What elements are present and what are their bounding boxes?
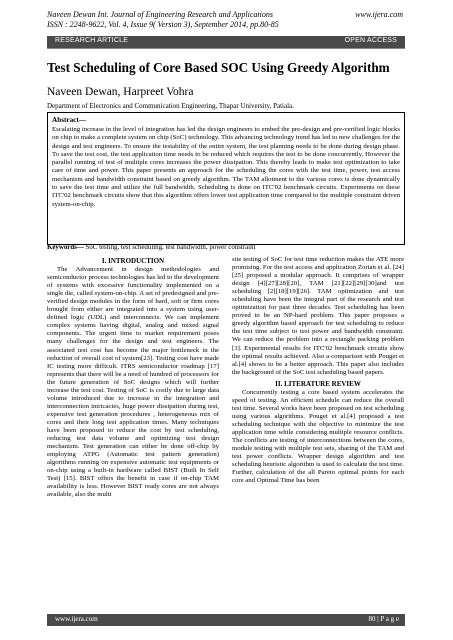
introduction-paragraph: The Advancement in design methodologies and semiconductor process technologies has led to the development of systems with excessive functionality implemented on a single die, called system-on-chip. A set of predesigned and pre-verified design modules in the form of hard, soft or firm cores brought from either are integrated into a system using user-defined logic (UDL) and interconnects. We can implement complex systems having digital, analog and mixed signal components. The urgent time to market requirement poses many challenges for the design and test engineers. The associated test cost has become the major bottleneck in the reduction of overall cost of system[23]. Testing cost have made IC testing more difficult. ITRS semiconductor roadmap [17] represents that there will be a need of hundred of processors for the future generation of SoC designs which will further increase the test cost. Testing of SoC is costly due to large data volume introduced due to increase in the integration and interconnection intricacies, huge power dissipation during test, expensive test generation procedures , heterogeneous mix of cores and their long test application times. Many techniques have been proposed to reduce the cost by test scheduling, reducing test data volume and optimizing test design mechanism. Test generation can either be done off-chip by employing ATPG (Automatic test pattern generation) algorithms running on expensive automatic test equipments or on-chip using a built-in hardware called BIST (Built In Self Test) [15]. BIST offers the benefit in case if on-chip TAM availability is less. However BIST ready cores are not always available, also the multi — [47, 266, 219, 499]
journal-header: Naveen Dewan Int. Journal of Engineering Research and Applications — [47, 10, 273, 19]
paper-title: Test Scheduling of Core Based SOC Using Greedy Algorithm — [47, 60, 390, 75]
right-column — [232, 256, 404, 485]
introduction-continued-paragraph: site testing of SoC for test time reduction makes the ATE more promising. For the test access and application Zorian et al. [24][25] proposed a modular approach. It comprises of wrapper design [4][27][28][20], TAM [21][22][29][30]and test scheduling [2][18][19][26]. TAM optimization and test scheduling have been the integral part of the research and test optimization for past three decades. Test scheduling has been proved to be an NP-hard problem. This paper proposes a greedy algorithm based approach for test scheduling to reduce the test time subject to test power and bandwidth constraint. We can reduce the problem into a rectangle packing problem [3]. Experimental results for ITC'02 benchmark circuits show the optimal results achieved. Also a comparison with Pouget et al.[4] shows to be a better approach. This paper also includes the background of the SoC test scheduling based papers. — [232, 256, 404, 376]
page-number: 80 | P a g e — [368, 615, 399, 623]
literature-review-paragraph: Concurrently testing a core based system accelerates the speed of testing. An efficient schedule can reduce the overall test time. Several works have been proposed on test scheduling using various algorithms. Pouget et al.[4] proposed a test scheduling technique with the objective to minimize the test application time while considering multiple resource conflicts. The conflicts are testing of interconnections between the cores, module testing with multiple test sets, sharing of the TAM and test power conflicts. Wrapper design algorithm and test scheduling heuristic algorithm is used to calculate the test time. Further, calculation of the all Pareto optimal points for each core and Optimal Time has been — [232, 388, 404, 485]
article-type-bar — [47, 36, 405, 49]
introduction-heading: I. INTRODUCTION — [101, 257, 165, 265]
footer-url: www.ijera.com — [55, 615, 98, 623]
abstract-heading: Abstract— — [52, 116, 86, 124]
article-type-label: RESEARCH ARTICLE — [55, 37, 129, 44]
access-type-label: OPEN ACCESS — [344, 37, 397, 44]
literature-review-heading: II. LITERATURE REVIEW — [275, 379, 361, 388]
paper-authors: Naveen Dewan, Harpreet Vohra — [47, 86, 194, 98]
keywords-text: SoC testing, test scheduling, test bandwidth, power constraint — [85, 244, 256, 251]
keywords-line — [47, 244, 255, 251]
paper-affiliation: Department of Electronics and Communication Engineering, Thapar University, Patiala. — [47, 102, 294, 110]
issn-line: ISSN : 2248-9622, Vol. 4, Issue 9( Version 3), September 2014, pp.80-85 — [47, 20, 279, 29]
abstract-text: Escalating increase in the level of integration has led the design engineers to embed the pre-design and pre-verified logic blocks on chip to make a complete system on chip (SoC) technology. This advancing technology trend has led to new challenges for the design and test engineers. To ensure the testability of the entire system, the test planning needs to be done during design phase. To save the test cost, the test application time needs to be reduced which requires the test to be done concurrently. However the parallel running of test of multiple cores increases the power dissipation. This thereby leads to make test optimization to take care of time and power. This paper presents an approach for the scheduling the cores with the test time, power, test access mechanism and bandwidth constraint based on greedy algorithm. The TAM allotment to the various cores is done dynamically to save the test time and utilize the full bandwidth. Scheduling is done on ITC'02 benchmark circuits. Experiments on these ITC'02 benchmark circuits show that this algorithm offers lower test application time compared to the multiple constraint driven system-on-chip. — [52, 126, 400, 208]
left-column — [47, 254, 219, 499]
journal-url: www.ijera.com — [355, 10, 403, 19]
footer-bar — [47, 614, 405, 626]
keywords-label: Keywords— — [47, 244, 84, 251]
abstract-box — [47, 112, 405, 245]
